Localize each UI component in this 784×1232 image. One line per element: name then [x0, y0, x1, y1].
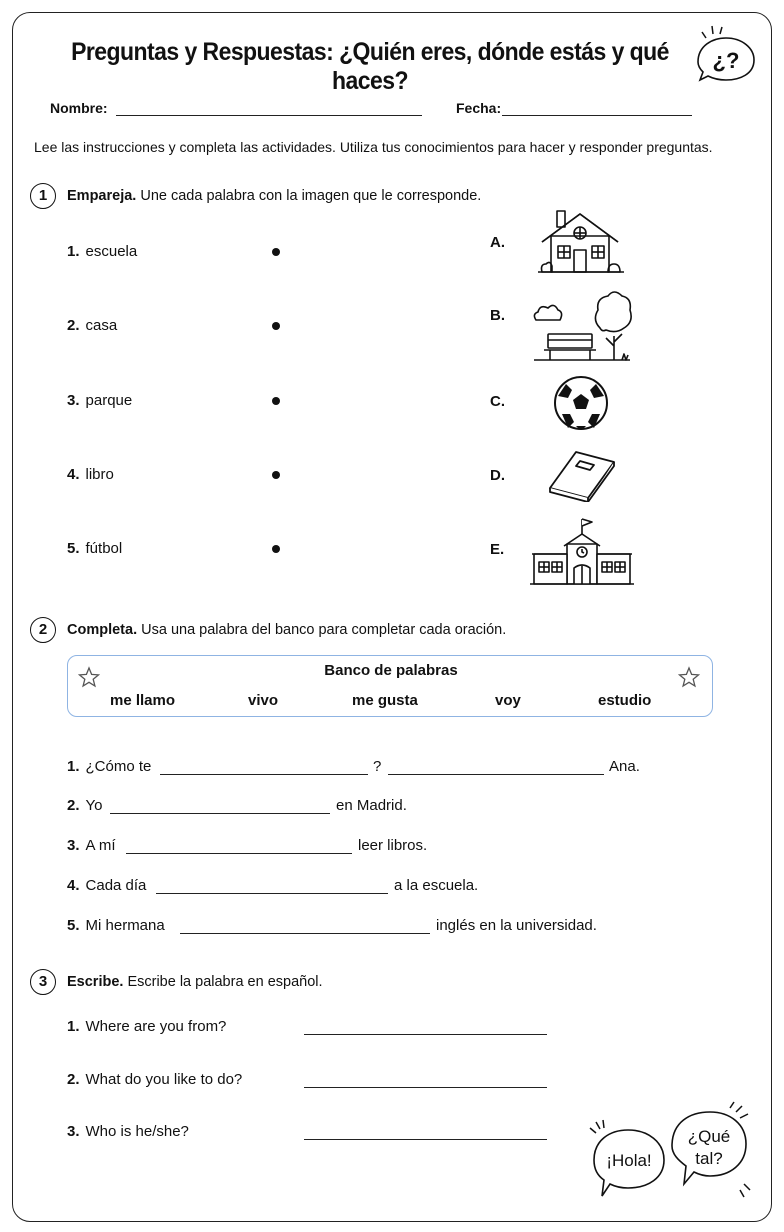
match-dot[interactable]	[272, 248, 280, 256]
match-dot[interactable]	[272, 471, 280, 479]
star-icon	[78, 666, 100, 688]
svg-text:¿Qué: ¿Qué	[687, 1127, 731, 1146]
star-icon	[678, 666, 700, 688]
sentence-text: ?	[373, 758, 382, 775]
match-dot[interactable]	[272, 397, 280, 405]
blank-field[interactable]	[180, 933, 430, 934]
sentence-text: en Madrid.	[336, 797, 407, 814]
bank-word: me llamo	[110, 692, 176, 709]
section-3-heading: Escribe. Escribe la palabra en español.	[67, 974, 323, 990]
answer-field[interactable]	[304, 1034, 547, 1035]
date-label: Fecha:	[456, 100, 502, 116]
sentence-4: 4. Cada día	[67, 877, 147, 894]
house-icon	[536, 208, 628, 278]
word-bank	[67, 655, 713, 717]
name-label: Nombre:	[50, 100, 108, 116]
bank-word: me gusta	[352, 692, 418, 709]
sentence-text: a la escuela.	[394, 877, 479, 894]
svg-text:tal?: tal?	[695, 1149, 723, 1168]
sentence-1: 1. ¿Cómo te	[67, 758, 152, 775]
section-1-heading: Empareja. Une cada palabra con la imagen que le corresponde.	[67, 188, 482, 204]
match-dot[interactable]	[272, 545, 280, 553]
sentence-text: Ana.	[609, 758, 640, 775]
question-bubble-icon	[688, 22, 760, 82]
image-letter: C.	[490, 393, 505, 410]
bank-word: voy	[495, 692, 521, 709]
section-3-number: 3	[30, 969, 56, 995]
image-letter: D.	[490, 467, 505, 484]
image-letter: B.	[490, 307, 505, 324]
match-word: 3. parque	[67, 392, 133, 409]
question-2: 2. What do you like to do?	[67, 1071, 243, 1088]
sentence-text: inglés en la universidad.	[436, 917, 597, 934]
svg-text:¿?: ¿?	[712, 48, 740, 73]
book-icon	[546, 446, 618, 502]
match-dot[interactable]	[272, 322, 280, 330]
section-2-number: 2	[30, 617, 56, 643]
school-icon	[530, 516, 636, 588]
soccer-ball-icon	[552, 374, 610, 432]
section-2-heading: Completa. Usa una palabra del banco para completar cada oración.	[67, 622, 507, 638]
date-field[interactable]	[502, 115, 692, 116]
blank-field[interactable]	[160, 774, 368, 775]
blank-field[interactable]	[156, 893, 388, 894]
answer-field[interactable]	[304, 1139, 547, 1140]
park-icon	[530, 290, 634, 366]
sentence-text: leer libros.	[358, 837, 428, 854]
image-letter: A.	[490, 234, 505, 251]
sentence-3: 3. A mí	[67, 837, 116, 854]
instructions: Lee las instrucciones y completa las actividades. Utiliza tus conocimientos para hacer y responder preguntas.	[34, 139, 713, 155]
answer-field[interactable]	[304, 1087, 547, 1088]
bank-word: vivo	[248, 692, 279, 709]
page-title: Preguntas y Respuestas: ¿Quién eres, dónde estás y qué haces?	[71, 38, 669, 95]
sentence-2: 2. Yo	[67, 797, 103, 814]
match-word: 4. libro	[67, 466, 114, 483]
blank-field[interactable]	[126, 853, 352, 854]
name-field[interactable]	[116, 115, 422, 116]
question-1: 1. Where are you from?	[67, 1018, 227, 1035]
word-bank-title: Banco de palabras	[324, 662, 458, 679]
svg-text:¡Hola!: ¡Hola!	[606, 1151, 652, 1170]
bank-word: estudio	[598, 692, 652, 709]
match-word: 1. escuela	[67, 243, 138, 260]
match-word: 2. casa	[67, 317, 118, 334]
image-letter: E.	[490, 541, 505, 558]
question-3: 3. Who is he/she?	[67, 1123, 189, 1140]
blank-field[interactable]	[110, 813, 330, 814]
speech-bubbles-icon	[584, 1100, 764, 1205]
match-word: 5. fútbol	[67, 540, 123, 557]
sentence-5: 5. Mi hermana	[67, 917, 165, 934]
section-1-number: 1	[30, 183, 56, 209]
blank-field[interactable]	[388, 774, 604, 775]
